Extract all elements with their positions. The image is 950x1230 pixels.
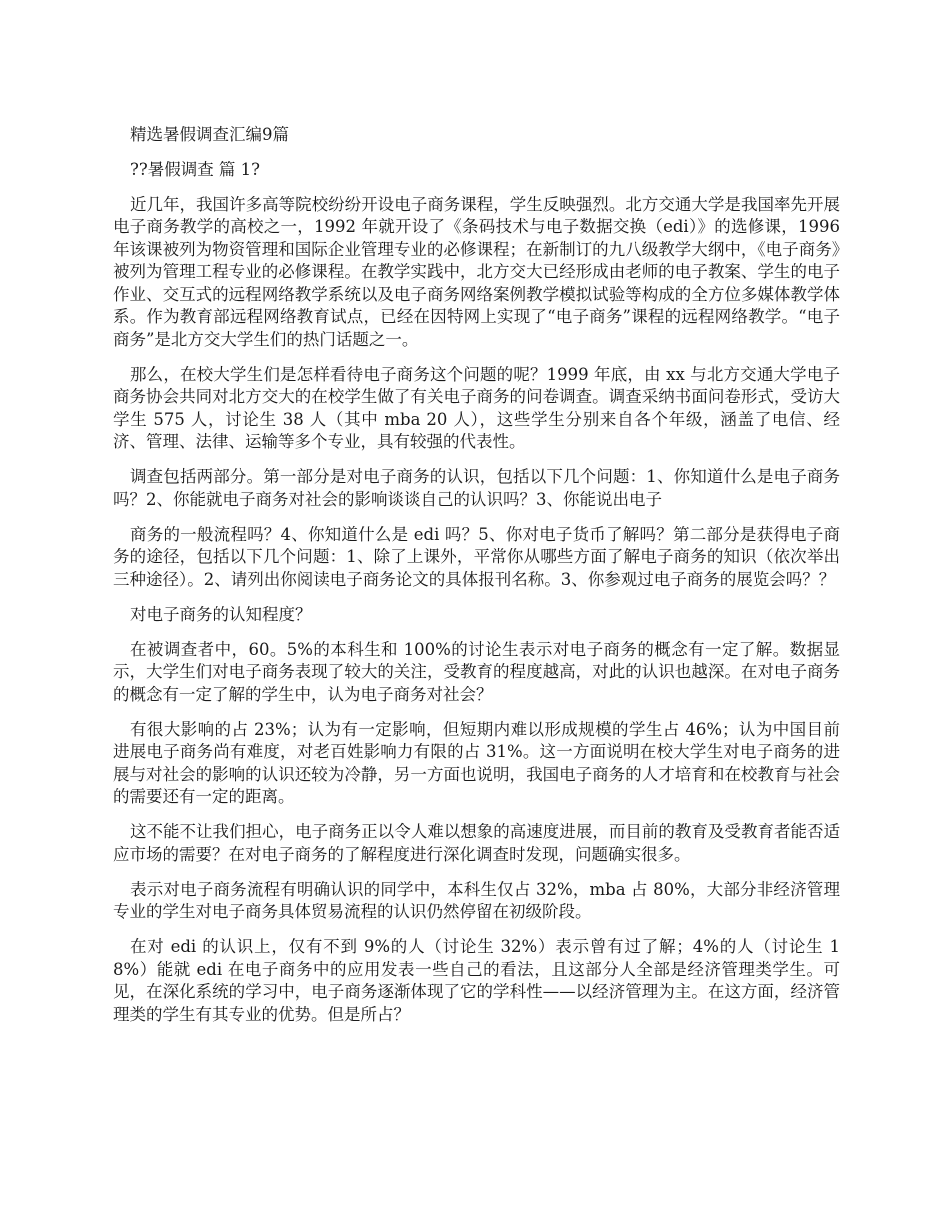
paragraph: 商务的一般流程吗？4、你知道什么是 edi 吗？5、你对电子货币了解吗？第二部分是获得电子商务的途径，包括以下几个问题：1、除了上课外，平常你从哪些方面了解电子商务的知识（依次举出三种途径）。2、请列出你阅读电子商务论文的具体报刊名称。3、你参观过电子商务的展览会吗？？ bbox=[113, 524, 840, 589]
paragraph: 有很大影响的占 23%；认为有一定影响，但短期内难以形成规模的学生占 46%；认为中国目前进展电子商务尚有难度，对老百姓影响力有限的占 31%。这一方面说明在校大学生对电子商务的进展与对社会的影响的认识还较为冷静，另一方面也说明，我国电子商务的人才培育和在校教育与社会的需要还有一定的距离。 bbox=[113, 719, 840, 806]
paragraph: 近几年，我国许多高等院校纷纷开设电子商务课程，学生反映强烈。北方交通大学是我国率先开展电子商务教学的高校之一，1992 年就开设了《条码技术与电子数据交换（edi）》的选修课，1996 年该课被列为物资管理和国际企业管理专业的必修课程；在新制订的九八级教学大纲中，《电子商务》被列为管理工程专业的必修课程。在教学实践中，北方交大已经形成由老师的电子教案、学生的电子作业、交互式的远程网络教学系统以及电子商务网络案例教学模拟试验等构成的全方位多媒体教学体系。作为教育部远程网络教育试点，已经在因特网上实现了“电子商务”课程的远程网络教学。“电子商务”是北方交大学生们的热门话题之一。 bbox=[113, 194, 840, 349]
document-title: 精选暑假调查汇编9篇 bbox=[130, 125, 289, 144]
paragraph: 那么，在校大学生们是怎样看待电子商务这个问题的呢？1999 年底，由 xx 与北方交通大学电子商务协会共同对北方交大的在校学生做了有关电子商务的问卷调查。调查采纳书面问卷形式，受访大学生 575 人，讨论生 38 人（其中 mba 20 人），这些学生分别来自各个年级，涵盖了电信、经济、管理、法律、运输等多个专业，具有较强的代表性。 bbox=[113, 364, 840, 451]
paragraph: 调查包括两部分。第一部分是对电子商务的认识，包括以下几个问题：1、你知道什么是电子商务吗？2、你能就电子商务对社会的影响谈谈自己的认识吗？3、你能说出电子 bbox=[113, 467, 840, 509]
paragraph: 在对 edi 的认识上，仅有不到 9%的人（讨论生 32%）表示曾有过了解；4%的人（讨论生 18%）能就 edi 在电子商务中的应用发表一些自己的看法，且这部分人全部是经济管理类学生。可见，在深化系统的学习中，电子商务逐渐体现了它的学科性——以经济管理为主。在这方面，经济管理类的学生有其专业的优势。但是所占？ bbox=[113, 937, 840, 1024]
paragraph: 这不能不让我们担心，电子商务正以令人难以想象的高速度进展，而目前的教育及受教育者能否适应市场的需要？在对电子商务的了解程度进行深化调查时发现，问题确实很多。 bbox=[113, 822, 840, 864]
paragraph: 表示对电子商务流程有明确认识的同学中，本科生仅占 32%，mba 占 80%，大部分非经济管理专业的学生对电子商务具体贸易流程的认识仍然停留在初级阶段。 bbox=[113, 879, 840, 921]
subheading: 对电子商务的认知程度？ bbox=[130, 604, 312, 624]
paragraph: 在被调查者中，60。5%的本科生和 100%的讨论生表示对电子商务的概念有一定了解。数据显示，大学生们对电子商务表现了较大的关注，受教育的程度越高，对此的认识也越深。在对电子商务的概念有一定了解的学生中，认为电子商务对社会？ bbox=[113, 639, 840, 704]
document-body bbox=[113, 124, 840, 1039]
section-heading: ??暑假调查 篇 1? bbox=[130, 159, 261, 179]
